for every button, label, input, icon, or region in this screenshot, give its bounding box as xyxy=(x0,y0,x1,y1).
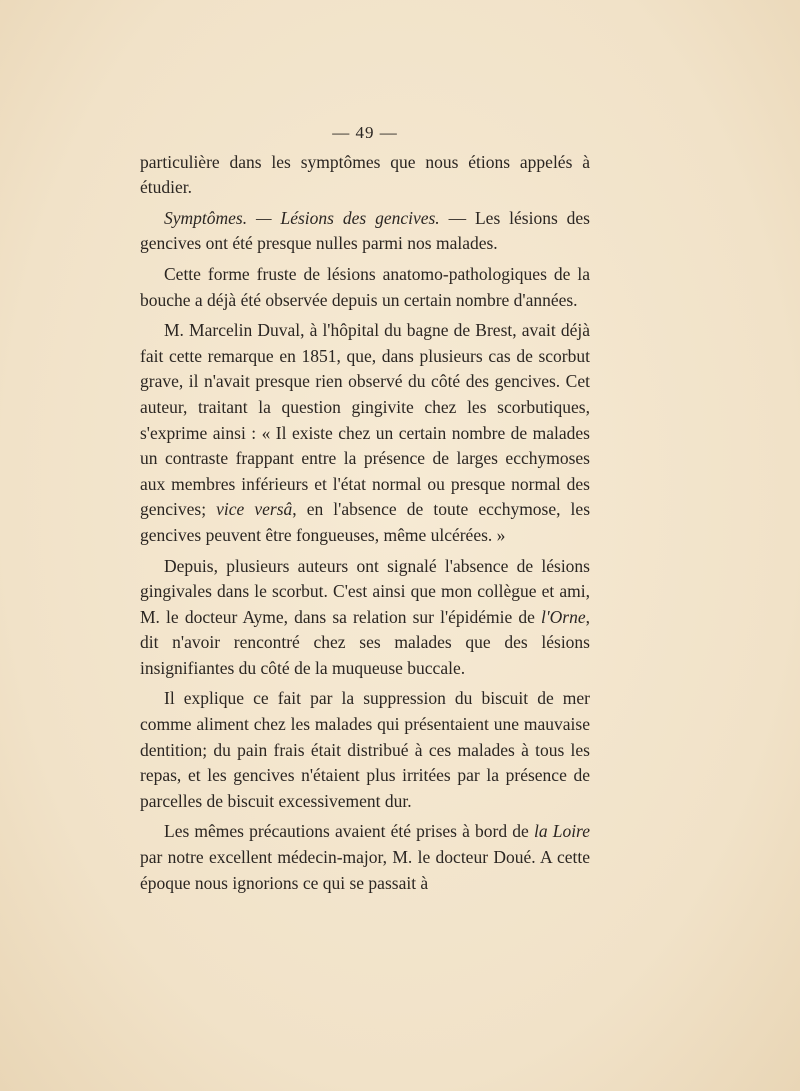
paragraph xyxy=(140,262,590,313)
text-run: Il explique ce fait par la suppression du biscuit de mer comme aliment chez les malades qui présentaient une mauvaise dentition; du pain frais était distribué à ces malades à tous les repas, et les gencives n'étaient plus irritées par la présence de parcelles de biscuit excessivement dur. xyxy=(140,688,590,811)
italic-text: la Loire xyxy=(533,821,590,842)
text-run: M. Marcelin Duval, à l'hôpital du bagne de Brest, avait déjà fait cette remarque en 1851, que, dans plusieurs cas de scorbut grave, il n'avait presque rien observé du côté des gencives. Cet auteur, traitant la question gingivite chez les scorbutiques, s'exprime ainsi : « Il existe chez un certain nombre de malades un contraste frappant entre la présence de larges ecchymoses aux membres inférieurs et l'état normal ou presque normal des gencives; xyxy=(140,320,590,520)
paragraph xyxy=(140,318,590,548)
body-text xyxy=(140,150,590,897)
italic-text: l'Orne xyxy=(541,606,586,627)
paragraph xyxy=(140,819,590,896)
paragraph xyxy=(140,150,590,201)
paragraph xyxy=(140,554,590,682)
text-run: , dit n'avoir rencontré chez ses malades que des lésions insignifiantes du côté de la muqueuse buccale. xyxy=(140,606,590,678)
page-number: — 49 — xyxy=(332,123,398,142)
italic-text: vice versâ xyxy=(216,499,293,520)
text-run: Depuis, plusieurs auteurs ont signalé l'absence de lésions gingivales dans le scorbut. C'est ainsi que mon collègue et ami, M. le docteur Ayme, dans sa relation sur l'épidémie de xyxy=(140,555,590,627)
paragraph xyxy=(140,206,590,257)
text-run: , en l'absence de toute ecchymose, les gencives peuvent être fongueuses, même ulcérées. » xyxy=(140,499,591,545)
text-run: — Les lésions des gencives ont été presque nulles parmi nos malades. xyxy=(140,207,590,254)
text-run: par notre excellent médecin-major, M. le docteur Doué. A cette époque nous ignorions ce qui se passait à xyxy=(140,847,590,893)
text-run: particulière dans les symptômes que nous étions appelés à étudier. xyxy=(140,151,590,198)
italic-text: Symptômes. — Lésions des gencives. xyxy=(164,207,440,228)
text-run: Les mêmes précautions avaient été prises à bord de xyxy=(164,821,534,842)
paragraph xyxy=(140,686,590,814)
text-run: Cette forme fruste de lésions anatomo-pathologiques de la bouche a déjà été observée depuis un certain nombre d'années. xyxy=(140,263,590,310)
page-text-block xyxy=(140,120,590,901)
